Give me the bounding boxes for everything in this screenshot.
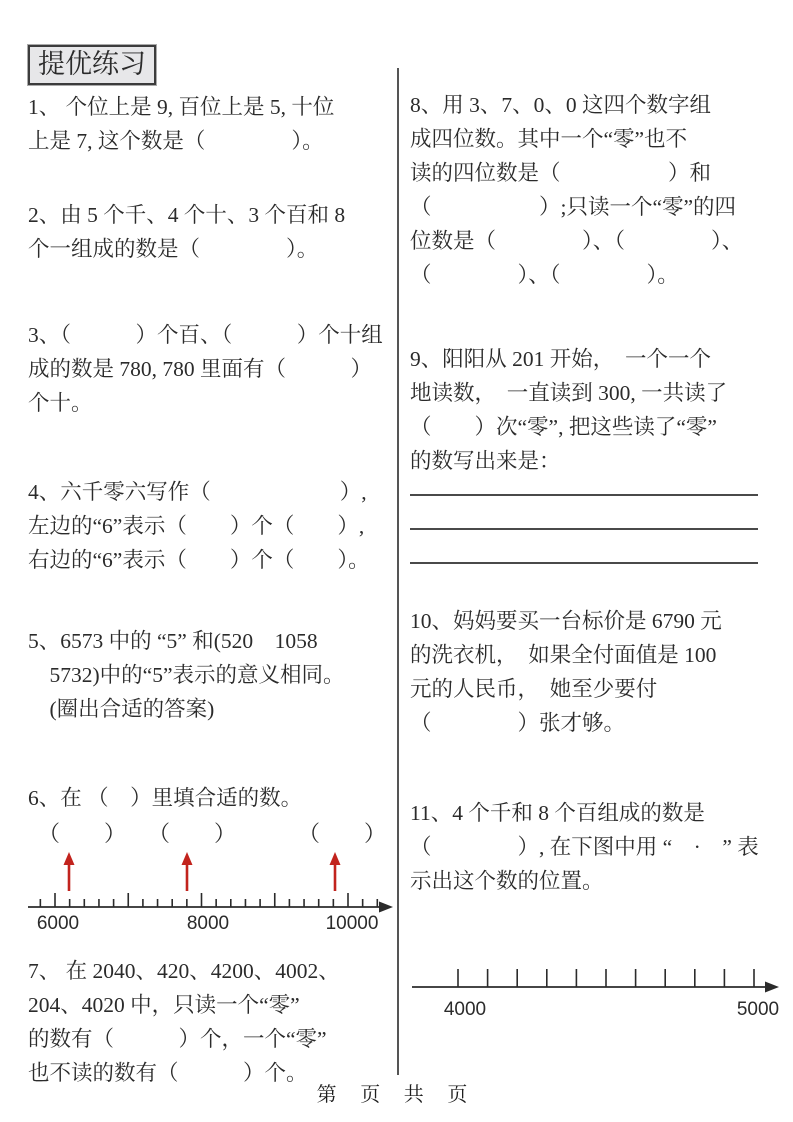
question-7-line-3: 的数有（ ）个，一个“零” — [28, 1027, 327, 1051]
right-column — [410, 88, 788, 1027]
question-2-line-1: 2、由 5 个千、4 个十、3 个百和 8 — [28, 203, 346, 227]
red-up-arrow-icon — [64, 852, 75, 891]
question-6-line-1: 6、在 （ ）里填合适的数。 — [28, 786, 303, 810]
question-9-line-4: 的数写出来是： — [410, 449, 561, 473]
column-divider — [397, 68, 399, 1075]
page-footer: 第 页 共 页 — [316, 1084, 477, 1106]
answer-blank: （ ） — [38, 821, 127, 846]
question-5-line-3: (圈出合适的答案) — [28, 697, 215, 721]
question-7-line-1: 7、 在 2040、420、4200、4002、 — [28, 959, 340, 983]
question-1-line-1: 1、 个位上是 9, 百位上是 5, 十位 — [28, 95, 335, 119]
question-8-line-3: 读的四位数是（ ）和 — [410, 161, 712, 185]
question-6 — [28, 781, 396, 938]
question-6-blanks — [28, 820, 396, 850]
question-1-line-2: 上是 7, 这个数是（ ）。 — [28, 129, 324, 153]
numberline-label: 6000 — [36, 913, 80, 934]
question-5-line-2: 5732)中的“5”表示的意义相同。 — [28, 663, 345, 687]
question-3-line-3: 个十。 — [28, 391, 93, 415]
worksheet-title: 提优练习 — [28, 45, 156, 85]
question-9-line-2: 地读数， 一直读到 300, 一共读了 — [410, 381, 728, 405]
question-11-line-3: 示出这个数的位置。 — [410, 869, 604, 893]
question-4 — [28, 475, 396, 577]
answer-blank: （ ） — [148, 821, 237, 846]
question-8-line-1: 8、用 3、7、0、0 这四个数字组 — [410, 93, 712, 117]
question-11-line-2: （ ）, 在下图中用 “ · ” 表 — [410, 835, 759, 859]
question-7 — [28, 954, 396, 1090]
answer-write-line — [410, 562, 758, 564]
number-line-4000-5000 — [410, 942, 788, 1027]
question-11 — [410, 796, 788, 898]
question-9-line-1: 9、阳阳从 201 开始， 一个一个 — [410, 347, 712, 371]
question-8-line-6: （ ）、（ ）。 — [410, 263, 679, 287]
question-10-line-2: 的洗衣机， 如果全付面值是 100 — [410, 643, 717, 667]
question-10 — [410, 604, 788, 740]
answer-write-line — [410, 494, 758, 496]
axis-arrowhead-icon — [379, 902, 393, 913]
answer-write-line — [410, 528, 758, 530]
answer-blank: （ ） — [298, 821, 387, 846]
question-3 — [28, 318, 396, 420]
left-column — [28, 45, 396, 1090]
question-4-line-1: 4、六千零六写作（ ）, — [28, 480, 367, 504]
question-10-line-1: 10、妈妈要买一台标价是 6790 元 — [410, 609, 722, 633]
question-9-line-3: （ ）次“零”, 把这些读了“零” — [410, 415, 717, 439]
red-up-arrow-icon — [182, 852, 193, 891]
red-up-arrow-icon — [330, 852, 341, 891]
numberline-label: 5000 — [736, 999, 780, 1020]
question-2 — [28, 198, 396, 266]
question-9 — [410, 342, 788, 564]
question-7-line-2: 204、4020 中，只读一个“零” — [28, 993, 300, 1017]
question-10-line-4: （ ）张才够。 — [410, 711, 626, 735]
question-2-line-2: 个一组成的数是（ ）。 — [28, 237, 319, 261]
question-8-line-2: 成四位数。其中一个“零”也不 — [410, 127, 688, 151]
number-line-6000-10000 — [28, 850, 396, 938]
question-8-line-5: 位数是（ ）、（ ）、 — [410, 229, 744, 253]
question-4-line-3: 右边的“6”表示（ ）个（ ）。 — [28, 548, 370, 572]
question-4-line-2: 左边的“6”表示（ ）个（ ）, — [28, 514, 365, 538]
question-3-line-2: 成的数是 780, 780 里面有（ ） — [28, 357, 373, 381]
question-3-line-1: 3、（ ）个百、（ ）个十组 — [28, 323, 383, 347]
tick-marks — [458, 969, 754, 987]
question-7-line-4: 也不读的数有（ ）个。 — [28, 1061, 308, 1085]
question-10-line-3: 元的人民币， 她至少要付 — [410, 677, 658, 701]
question-8-line-4: （ ）;只读一个“零”的四 — [410, 195, 737, 219]
question-5 — [28, 624, 396, 726]
question-1 — [28, 90, 396, 158]
numberline-label: 4000 — [443, 999, 487, 1020]
numberline-label: 8000 — [186, 913, 230, 934]
axis-arrowhead-icon — [765, 982, 779, 993]
question-8 — [410, 88, 788, 292]
question-5-line-1: 5、6573 中的 “5” 和(520 1058 — [28, 629, 318, 653]
tick-marks — [40, 893, 377, 907]
question-11-line-1: 11、4 个千和 8 个百组成的数是 — [410, 801, 705, 825]
numberline-label: 10000 — [325, 913, 379, 934]
